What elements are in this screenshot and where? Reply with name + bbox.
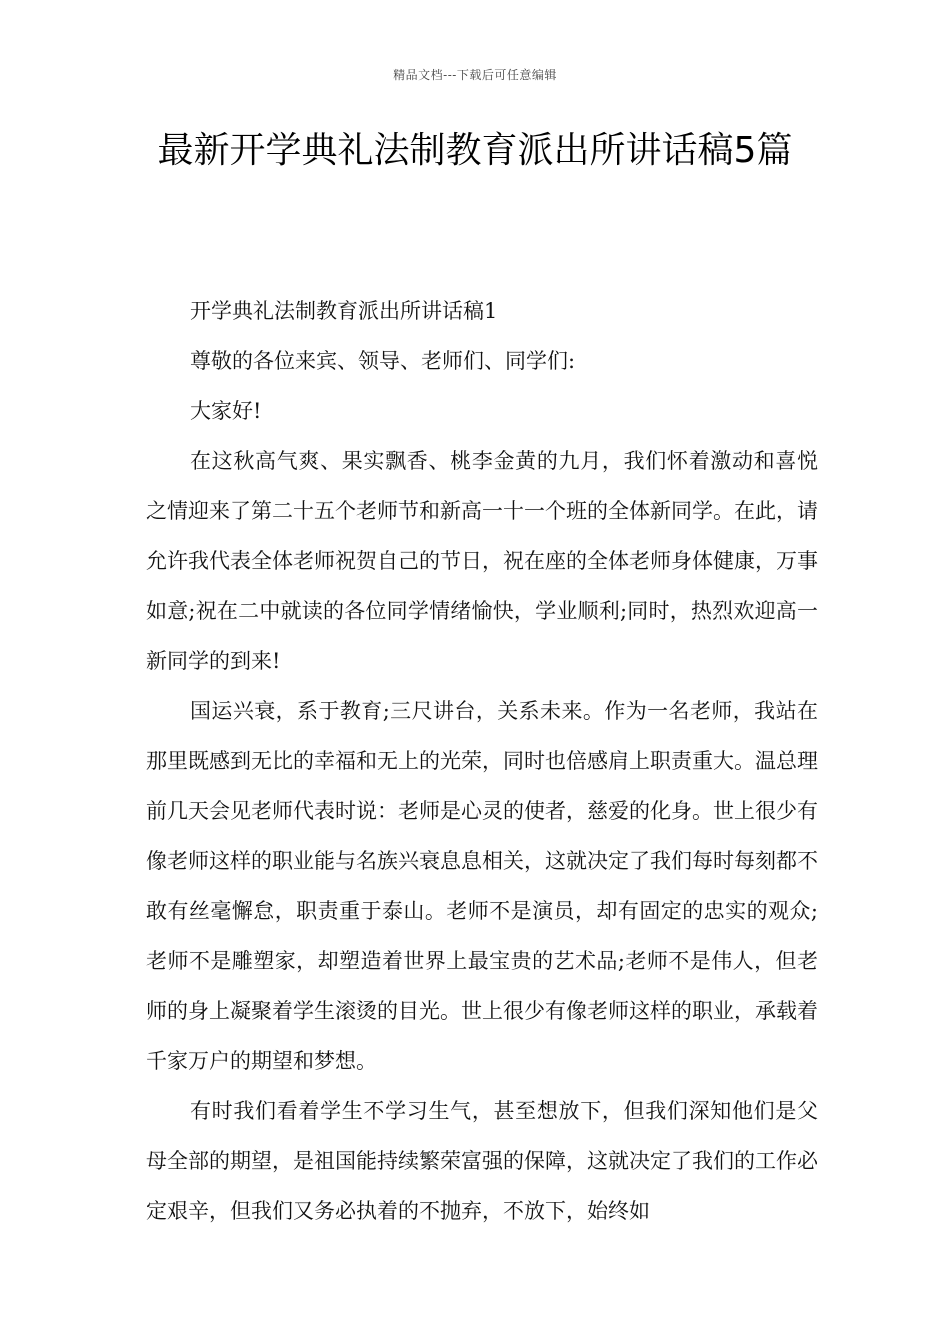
body-paragraph: 有时我们看着学生不学习生气，甚至想放下，但我们深知他们是父母全部的期望，是祖国能持续繁荣富强的保障，这就决定了我们的工作必定艰辛，但我们又务必执着的不抛弃，不放下，始终如 [146,1099,818,1223]
body-paragraph: 国运兴衰，系于教育;三尺讲台，关系未来。作为一名老师，我站在那里既感到无比的幸福和无上的光荣，同时也倍感肩上职责重大。温总理前几天会见老师代表时说：老师是心灵的使者，慈爱的化身。世上很少有像老师这样的职业能与名族兴衰息息相关，这就决定了我们每时每刻都不敢有丝毫懈怠，职责重于泰山。老师不是演员，却有固定的忠实的观众;老师不是雕塑家，却塑造着世界上最宝贵的艺术品;老师不是伟人，但老师的身上凝聚着学生滚烫的目光。世上很少有像老师这样的职业，承载着千家万户的期望和梦想。 [146,699,818,1073]
salutation: 尊敬的各位来宾、领导、老师们、同学们: [190,349,576,373]
section-heading: 开学典礼法制教育派出所讲话稿1 [190,299,498,323]
header-note: 精品文档---下载后可任意编辑 [393,68,557,82]
document-title: 最新开学典礼法制教育派出所讲话稿5篇 [157,130,793,171]
document-body [146,286,818,1236]
body-paragraph: 在这秋高气爽、果实飘香、桃李金黄的九月，我们怀着激动和喜悦之情迎来了第二十五个老师节和新高一十一个班的全体新同学。在此，请允许我代表全体老师祝贺自己的节日，祝在座的全体老师身体健康，万事如意;祝在二中就读的各位同学情绪愉快，学业顺利;同时，热烈欢迎高一新同学的到来! [146,449,818,673]
greeting: 大家好! [190,399,262,423]
